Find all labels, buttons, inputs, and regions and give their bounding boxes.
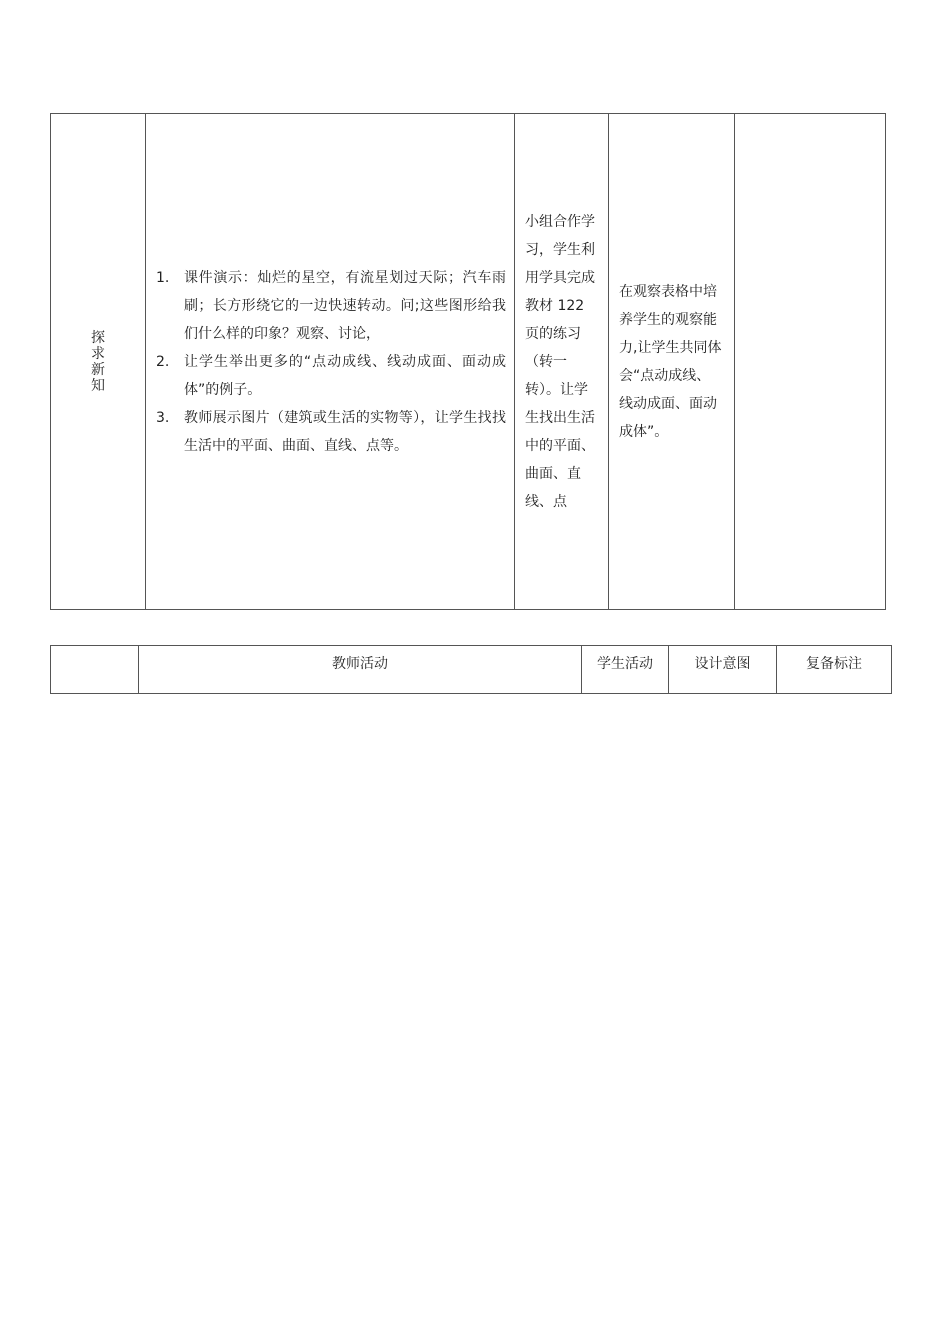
- teacher-step-1: [156, 264, 506, 348]
- step-number: 2.: [156, 353, 170, 370]
- header-blank-cell: [51, 646, 139, 694]
- step-text: 教师展示图片（建筑或生活的实物等），让学生找找生活中的平面、曲面、直线、点等。: [184, 409, 506, 454]
- prep-notes-cell: [735, 114, 886, 610]
- header-notes-text: 复备标注: [806, 656, 862, 672]
- step-number: 1.: [156, 269, 170, 286]
- teacher-steps-list: [156, 264, 506, 460]
- section-cell: [51, 114, 146, 610]
- teacher-step-2: [156, 348, 506, 404]
- step-text: 课件演示：灿烂的星空，有流星划过天际；汽车雨刷；长方形绕它的一边快速转动。问;这些图形给我们什么样的印象？观察、讨论，: [184, 269, 506, 342]
- design-intent-cell: [609, 114, 735, 610]
- header-prep-notes: [777, 646, 892, 694]
- header-student-activity: [582, 646, 669, 694]
- header-table: [50, 645, 892, 694]
- header-design-intent: [669, 646, 777, 694]
- header-student-text: 学生活动: [597, 656, 653, 672]
- header-row: [51, 646, 892, 694]
- header-design-text: 设计意图: [694, 656, 751, 672]
- teacher-step-3: [156, 404, 506, 460]
- header-teacher-activity: [139, 646, 582, 694]
- section-label: 探求新知: [91, 329, 105, 394]
- design-intent-text: 在观察表格中培养学生的观察能力,让学生共同体会“点动成线、线动成面、面动成体”。: [619, 283, 722, 440]
- lesson-row: [51, 114, 886, 610]
- student-activity-cell: [515, 114, 609, 610]
- teacher-activity-cell: [146, 114, 515, 610]
- step-text: 让学生举出更多的“点动成线、线动成面、面动成体”的例子。: [184, 353, 506, 398]
- header-teacher-text: 教师活动: [332, 656, 388, 672]
- lesson-table: [50, 113, 886, 610]
- student-activity-text: 小组合作学习，学生利用学具完成教材 122 页的练习（转一转）。让学生找出生活中的平面、曲面、直线、点: [525, 213, 595, 510]
- step-number: 3.: [156, 409, 170, 426]
